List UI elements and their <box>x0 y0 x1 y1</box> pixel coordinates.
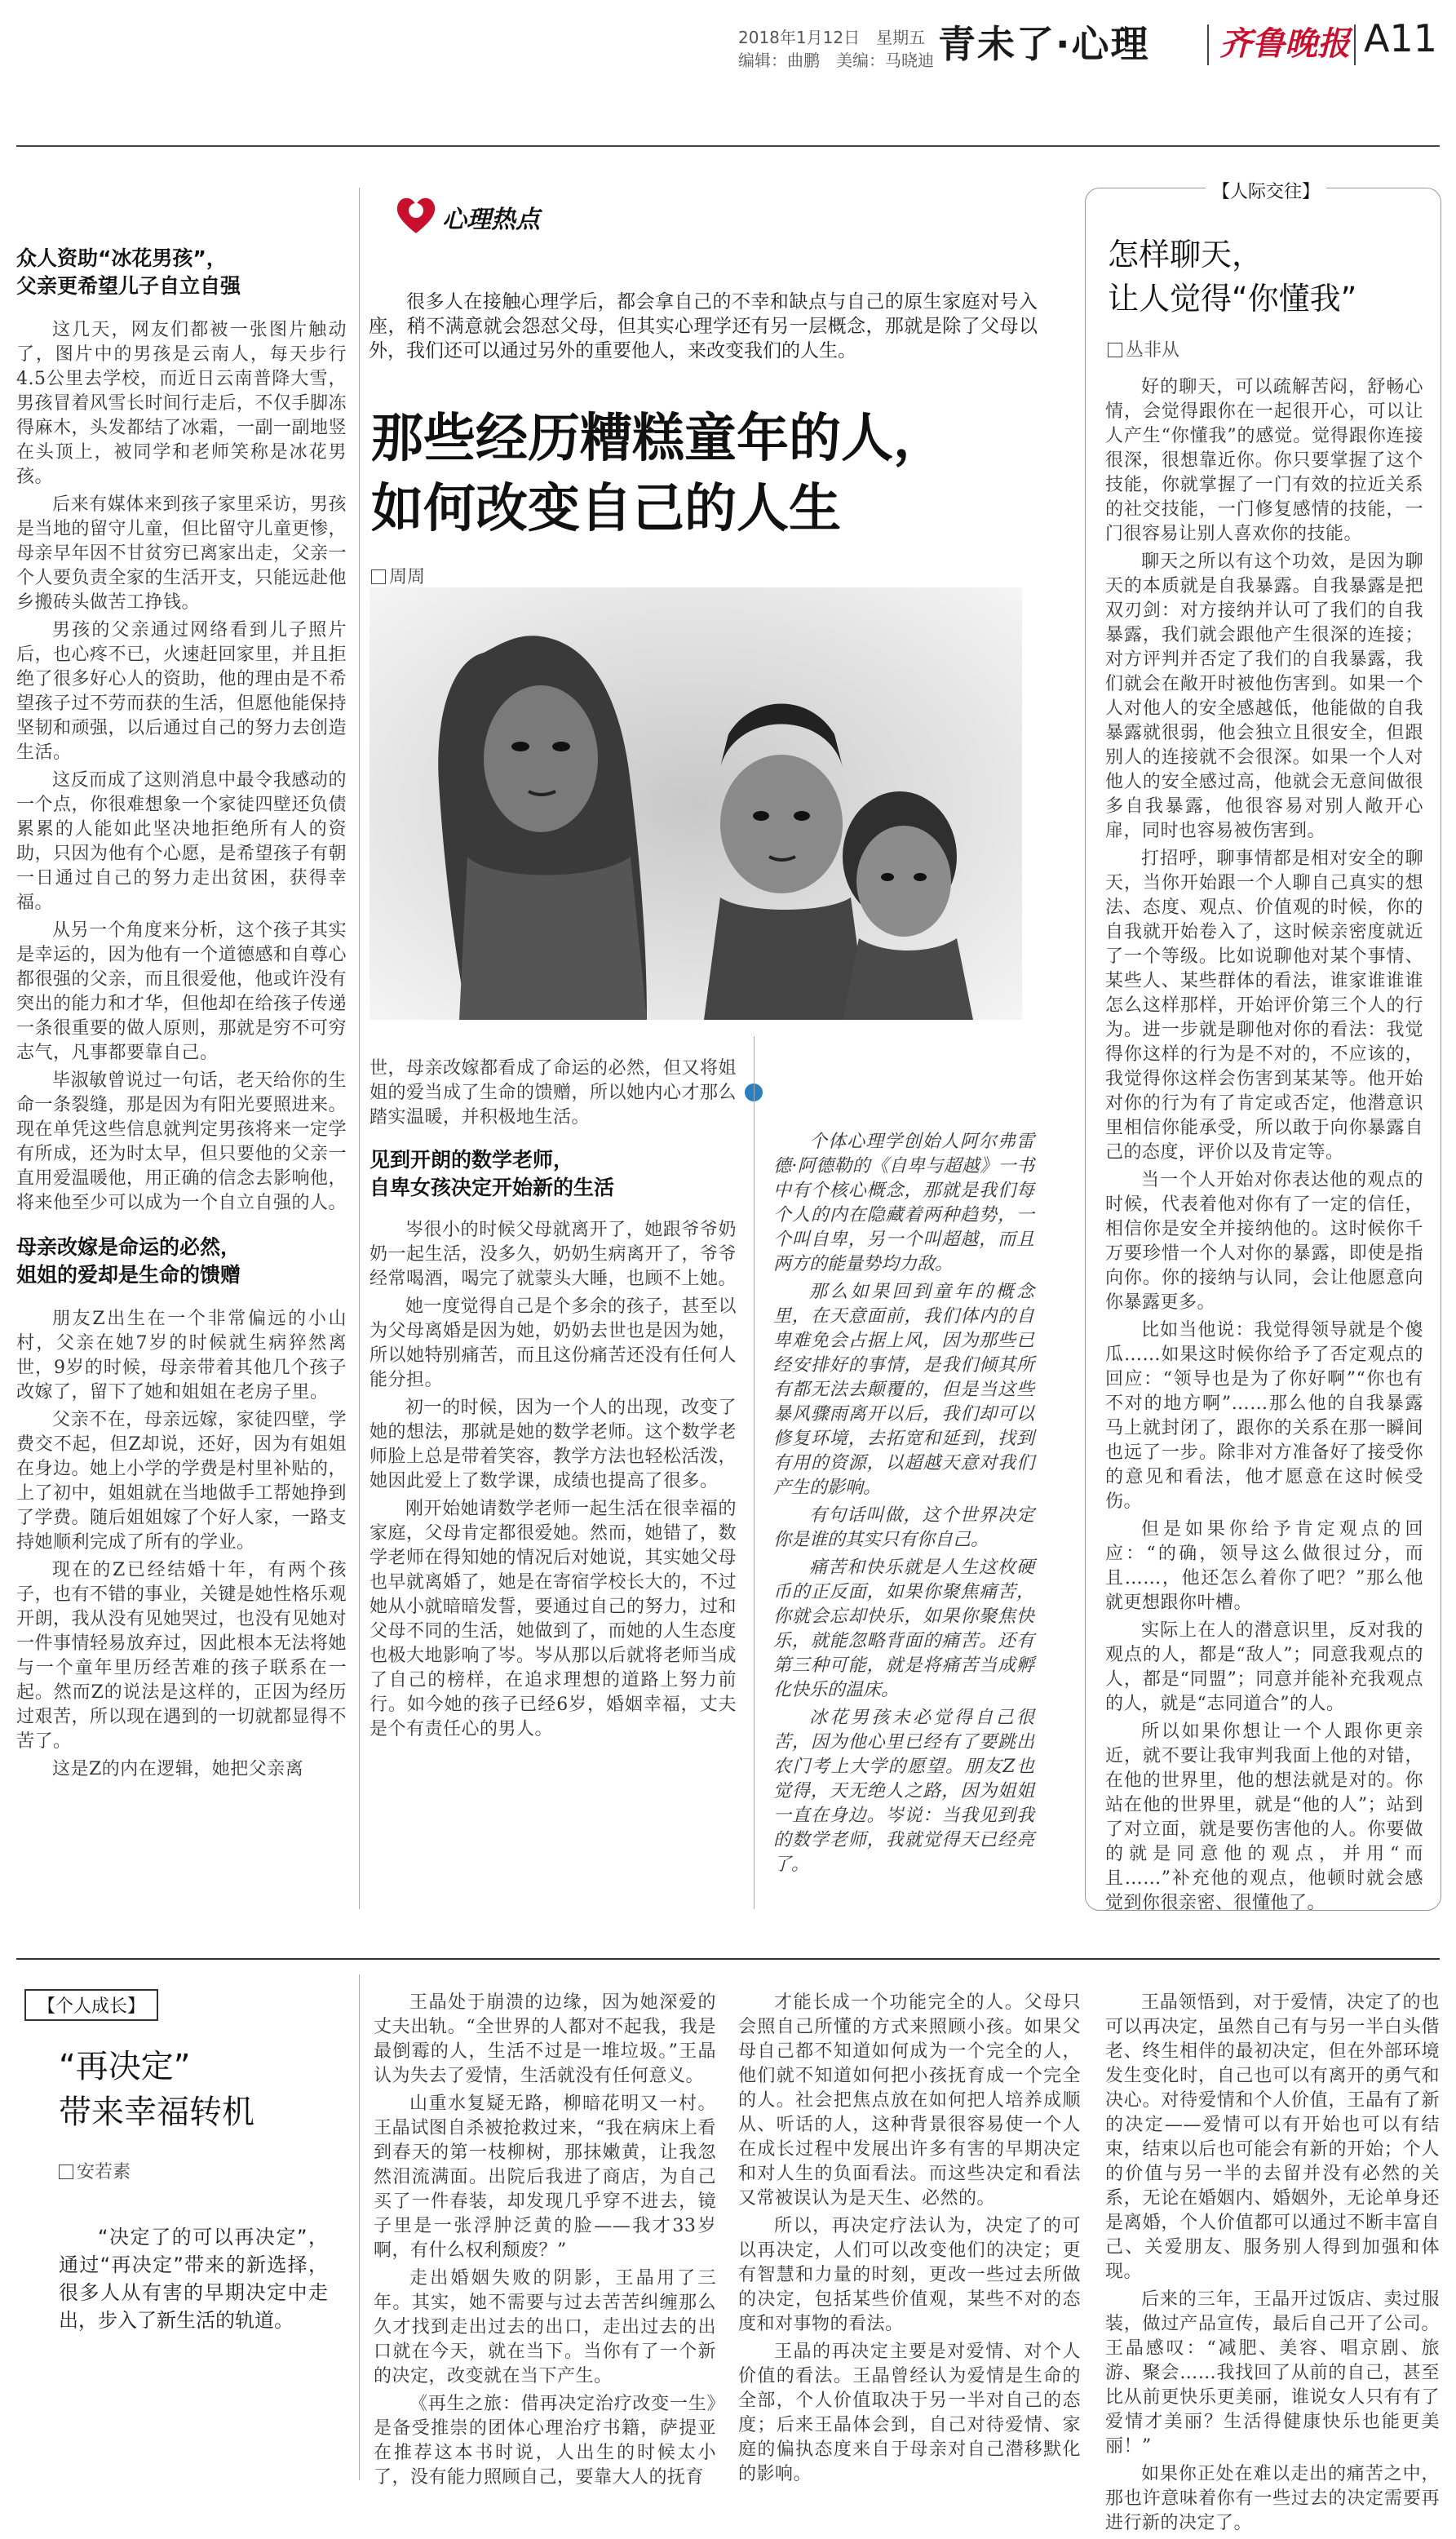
paragraph: 《再生之旅：借再决定治疗改变一生》是备受推崇的团体心理治疗书籍，萨提亚在推荐这本书时说，人出生的时候太小了，没有能力照顾自己，要靠大人的抚育 <box>374 2394 716 2488</box>
column-divider <box>359 188 360 1909</box>
masthead <box>0 0 1456 82</box>
bottom-col-2 <box>738 1991 1081 2490</box>
bottom-tag: 【个人成长】 <box>24 1989 158 2021</box>
feature-intro: 很多人在接触心理学后，都会拿自己的不幸和缺点与自己的原生家庭对号入座，稍不满意就会怨怼父母，但其实心理学还有另一层概念，那就是除了父母以外，我们还可以通过另外的重要他人，来改变我们的人生。 <box>369 291 1038 361</box>
article-subtitle: 母亲改嫁是命运的必然， 姐姐的爱却是生命的馈赠 <box>16 1235 241 1287</box>
feature-author: 周周 <box>371 563 425 588</box>
feature-col-a-body <box>370 1218 737 1742</box>
left-column <box>16 245 347 1785</box>
paragraph: 比如当他说：我觉得领导就是个傻瓜……如果这时候你给予了否定观点的回应：“领导也是为了你好啊”“你也有不对的地方啊”……那么他的自我暴露马上就封闭了，跟你的关系在那一瞬间也远了一步。除非对方准备好了接受你的意见和看法，他才愿意在这时候受伤。 <box>1105 1320 1423 1512</box>
paragraph: 但是如果你给予肯定观点的回应：“的确，领导这么做很过分，而且……，他还怎么着你了吧？”那么他就更想跟你叶槽。 <box>1105 1519 1423 1613</box>
bottom-rule <box>16 1958 1440 1960</box>
feature-photo <box>370 587 1022 1020</box>
feature-badge <box>392 189 587 238</box>
paragraph: 后来的三年，王晶开过饭店、卖过服装，做过产品宣传，最后自己开了公司。王晶感叹：“减肥、美容、唱京剧、旅游、聚会……我找回了从前的自己，甚至比从前更快乐更美丽，谁说女人只有有了爱情才美丽？生活得健康快乐也能更美丽！” <box>1105 2289 1440 2457</box>
paragraph: 才能长成一个功能完全的人。父母只会照自己所懂的方式来照顾小孩。如果父母自己都不知道如何成为一个完全的人，他们就不知道如何把小孩抚育成一个完全的人。社会把焦点放在如何把人培养成顺从、听话的人，这种背景很容易使一个人在成长过程中发展出许多有害的早期决定和对人生的负面看法。而这些决定和看法又常被误认为是天生、必然的。 <box>738 1992 1081 2209</box>
paragraph: 父亲不在，母亲远嫁，家徒四壁，学费交不起，但Z却说，还好，因为有姐姐在身边。她上小学的学费是村里补贴的，上了初中，姐姐就在当地做手工帮她挣到了学费。随后姐姐嫁了个好人家，一路支持她顺利完成了所有的学业。 <box>16 1410 347 1553</box>
paragraph: 刚开始她请数学老师一起生活在很幸福的家庭，父母肯定都很爱她。然而，她错了，数学老师在得知她的情况后对她说，其实她父母也早就离婚了，她是在寄宿学校长大的，不过她从小就暗暗发誓，要通过自己的努力，过和父母不同的生活，她做到了，而她的人生态度也极大地影响了岑。岑从那以后就将老师当成了自己的榜样，在追求理想的道路上努力前行。如今她的孩子已经6岁，婚姻幸福，丈夫是个有责任心的男人。 <box>370 1499 737 1739</box>
paragraph: 初一的时候，因为一个人的出现，改变了她的想法，那就是她的数学老师。这个数学老师脸上总是带着笑容，教学方法也轻松活泼，她因此爱上了数学课，成绩也提高了很多。 <box>370 1398 737 1491</box>
paragraph: 当一个人开始对你表达他的观点的时候，代表着他对你有了一定的信任，相信你是安全并接纳他的。这时候你千万要珍惜一个人对你的暴露，即使是指向你。你的接纳与认同，会让他愿意向你暴露更多。 <box>1105 1170 1423 1313</box>
issue-date: 2018年1月12日 星期五 <box>738 28 926 47</box>
feature-divider <box>754 1036 755 1909</box>
paragraph: 痛苦和快乐就是人生这枚硬币的正反面，如果你聚焦痛苦，你就会忘却快乐，如果你聚焦快乐，就能忽略背面的痛苦。还有第三种可能，就是将痛苦当成孵化快乐的温床。 <box>773 1558 1034 1700</box>
paragraph: 那么如果回到童年的概念里，在天意面前，我们体内的自卑难免会占据上风，因为那些已经安排好的事情，是我们倾其所有都无法去颠覆的，但是当这些暴风骤雨离开以后，我们却可以修复环境，去拓宽和延到，找到有用的资源，以超越天意对我们产生的影响。 <box>773 1282 1034 1498</box>
bottom-lead: “决定了的可以再决定”，通过“再决定”带来的新选择，很多人从有害的早期决定中走出，步入了新生活的轨道。 <box>59 2226 328 2332</box>
paragraph: 打招呼，聊事情都是相对安全的聊天，当你开始跟一个人聊自己真实的想法、态度、观点、价值观的时候，你的自我就开始卷入了，这时候亲密度就近了一个等级。比如说聊他对某个事情、某些人、某些群体的看法，谁家谁谁谁怎么这样那样，开始评价第三个人的行为。进一步就是聊他对你的看法：我觉得你这样的行为是不对的，不应该的，我觉得你这样会伤害到某某等。他开始对你的行为有了肯定或否定，他潜意识里相信你能承受，所以敢于向你暴露自己的态度，评价以及肯定等。 <box>1105 849 1423 1163</box>
paragraph: 这是Z的内在逻辑，她把父亲离 <box>52 1759 304 1779</box>
paragraph: 这几天，网友们都被一张图片触动了，图片中的男孩是云南人，每天步行4.5公里去学校，而近日云南普降大雪，男孩冒着风雪长时间行走后，不仅手脚冻得麻木，头发都结了冰霜，一副一副地竖在头顶上，被同学和老师笑称是冰花男孩。 <box>16 320 347 487</box>
paragraph: 毕淑敏曾说过一句话，老天给你的生命一条裂缝，那是因为有阳光要照进来。现在单凭这些信息就判定男孩将来一定学有所成，还为时太早，但只要他的父亲一直用爱温暖他，用正确的信念去影响他，将来他至少可以成为一个自立自强的人。 <box>16 1070 347 1213</box>
paragraph: 这反而成了这则消息中最令我感动的一个点，你很难想象一个家徒四壁还负债累累的人能如此坚决地拒绝所有人的资助，只因为他有个心愿，是希望孩子有朝一日通过自己的努力走出贫困，获得幸福。 <box>16 770 347 913</box>
paragraph: 走出婚姻失败的阴影，王晶用了三年。其实，她不需要与过去苦苦纠缠那么久才找到走出过去的出口，走出过去的出口就在今天，就在当下。当你有了一个新的决定，改变就在当下产生。 <box>374 2268 716 2386</box>
paragraph: 她一度觉得自己是个多余的孩子，甚至以为父母离婚是因为她，奶奶去世也是因为她，所以她特别痛苦，而且这份痛苦还没有任何人能分担。 <box>370 1296 737 1390</box>
right-tag: 【人际交往】 <box>1206 178 1326 203</box>
section-name: 青未了·心理 <box>938 22 1150 66</box>
heart-icon <box>392 189 440 238</box>
right-author: 丛非从 <box>1108 336 1179 361</box>
paragraph: 实际上在人的潜意识里，反对我的观点的人，都是“敌人”；同意我观点的人，都是“同盟”；同意并能补充我观点的人，就是“志同道合”的人。 <box>1105 1620 1423 1714</box>
paragraph: 如果你正处在难以走出的痛苦之中，那也许意味着你有一些过去的决定需要再进行新的决定了。 <box>1105 2464 1440 2533</box>
editor-credits: 编辑：曲鹏 美编：马晓迪 <box>738 51 934 70</box>
bottom-divider <box>359 1974 360 2480</box>
paragraph: 冰花男孩未必觉得自己很苦，因为他心里已经有了要跳出农门考上大学的愿望。朋友Z也觉得，天无绝人之路，因为姐姐一直在身边。岑说：当我见到我的数学老师，我就觉得天已经亮了。 <box>773 1708 1034 1875</box>
paragraph: 从另一个角度来分析，这个孩子其实是幸运的，因为他有一个道德感和自尊心都很强的父亲，而且很爱他，他或许没有突出的能力和才华，但他却在给孩子传递一条很重要的做人原则，那就是穷不可穷志气，凡事都要靠自己。 <box>16 920 347 1063</box>
paragraph: 好的聊天，可以疏解苦闷，舒畅心情，会觉得跟你在一起很开心，可以让人产生“你懂我”的感觉。觉得跟你连接很深，很想靠近你。你只要掌握了这个技能，你就掌握了一门有效的拉近关系的社交技能，一门修复感情的技能，一门很容易让别人喜欢你的技能。 <box>1105 377 1423 544</box>
bottom-col-3 <box>1105 1991 1440 2539</box>
paragraph: 聊天之所以有这个功效，是因为聊天的本质就是自我暴露。自我暴露是把双刃剑：对方接纳并认可了我们的自我暴露，我们就会跟他产生很深的连接；对方评判并否定了我们的自我暴露，我们就会在敞开时被他伤害到。如果一个人对他人的安全感越低，他能做的自我暴露就很弱，他会独立且很安全，但跟别人的连接就不会很深。如果一个人对他人的安全感过高，他就会无意间做很多自我暴露，他很容易对别人敞开心扉，同时也容易被伤害到。 <box>1105 552 1423 841</box>
paragraph: 男孩的父亲通过网络看到儿子照片后，也心疼不已，火速赶回家里，并且拒绝了很多好心人的资助，他的理由是不希望孩子过不劳而获的生活，但愿他能保持坚韧和顽强，以后通过自己的努力去创造生活。 <box>16 620 347 763</box>
right-title: 怎样聊天， 让人觉得“你懂我” <box>1108 237 1357 317</box>
header-divider <box>1207 24 1209 65</box>
feature-col-a-lead: 世，母亲改嫁都看成了命运的必然，但又将姐姐的爱当成了生命的馈赠，所以她内心才那么踏实温暖，并积极地生活。 <box>370 1058 737 1128</box>
paragraph: 王晶的再决定主要是对爱情、对个人价值的看法。王晶曾经认为爱情是生命的全部，个人价值取决于另一半对自己的态度；后来王晶体会到，自己对待爱情、家庭的偏执态度来自于母亲对自己潜移默化的影响。 <box>738 2342 1081 2484</box>
paragraph: 王晶领悟到，对于爱情，决定了的也可以再决定，虽然自己有与另一半白头偕老、终生相伴的最初决定，但在外部环境发生变化时，自己也可以有离开的勇气和决心。对待爱情和个人价值，王晶有了新的决定——爱情可以有开始也可以有结束，结束以后也可能会有新的开始；个人的价值与另一半的去留并没有必然的关系，无论在婚姻内、婚姻外，无论单身还是离婚，个人价值都可以通过不断丰富自己、关爱朋友、服务别人得到加强和体现。 <box>1105 1992 1440 2282</box>
bottom-col-1 <box>374 1991 716 2493</box>
paragraph: 个体心理学创始人阿尔弗雷德·阿德勒的《自卑与超越》一书中有个核心概念，那就是我们每个人的内在隐藏着两种趋势，一个叫自卑，另一个叫超越，而且两方的能量势均力敌。 <box>773 1132 1034 1274</box>
paragraph: 王晶处于崩溃的边缘，因为她深爱的丈夫出轨。“全世界的人都对不起我，我是最倒霉的人，生活不过是一堆垃圾。”王晶认为失去了爱情，生活就没有任何意义。 <box>374 1992 716 2086</box>
feature-headline: 那些经历糟糕童年的人， 如何改变自己的人生 <box>371 409 945 539</box>
paragraph: 山重水复疑无路，柳暗花明又一村。王晶试图自杀被抢救过来，“我在病床上看到春天的第一枝柳树，那抹嫩黄，让我忽然泪流满面。出院后我进了商店，为自己买了一件春装，却发现几乎穿不进去，镜子里是一张浮肿泛黄的脸——我才33岁啊，有什么权利颓废？” <box>374 2094 716 2261</box>
header-divider-2 <box>1354 24 1356 65</box>
paragraph: 现在的Z已经结婚十年，有两个孩子，也有不错的事业，关键是她性格乐观开朗，我从没有见她哭过，也没有见她对一件事情轻易放弃过，因此根本无法将她与一个童年里历经苦难的孩子联系在一起。然而Z的说法是这样的，正因为经历过艰苦，所以现在遇到的一切就都显得不苦了。 <box>16 1560 347 1752</box>
paragraph: 所以，再决定疗法认为，决定了的可以再决定，人们可以改变他们的决定；更有智慧和力量的时刻，更改一些过去所做的决定，包括某些价值观，某些不对的态度和对事物的看法。 <box>738 2216 1081 2334</box>
header-rule <box>16 145 1440 147</box>
paragraph: 所以如果你想让一个人跟你更亲近，就不要让我审判我面上他的对错，在他的世界里，他的想法就是对的。你站在他的世界里，就是“他的人”；站到了对立面，就是要伤害他的人。你要做的就是同意他的观点，并用“而且……”补充他的观点，他顿时就会感觉到你很亲密、很懂他了。 <box>1105 1721 1423 1913</box>
right-body <box>1105 375 1423 1919</box>
children-photo-image <box>370 587 1022 1020</box>
article-title: 众人资助“冰花男孩”， 父亲更希望儿子自立自强 <box>16 246 241 298</box>
paragraph: 朋友Z出生在一个非常偏远的小山村，父亲在她7岁的时候就生病猝然离世，9岁的时候，母亲带着其他几个孩子改嫁了，留下了她和姐姐在老房子里。 <box>16 1309 347 1402</box>
bottom-title: “再决定” 带来幸福转机 <box>59 2048 254 2131</box>
feature-subhead: 见到开朗的数学老师， 自卑女孩决定开始新的生活 <box>370 1148 615 1199</box>
badge-label: 心理热点 <box>442 206 540 234</box>
bottom-author: 安若素 <box>59 2158 131 2183</box>
article-body-2 <box>16 1307 347 1782</box>
paragraph: 后来有媒体来到孩子家里采访，男孩是当地的留守儿童，但比留守儿童更惨，母亲早年因不甘贫穷已离家出走，父亲一个人要负责全家的生活开支，只能远赴他乡搬砖头做苦工挣钱。 <box>16 494 347 613</box>
article-body <box>16 318 347 1216</box>
feature-col-b <box>773 1130 1034 1881</box>
page-number: A11 <box>1364 16 1438 60</box>
feature-col-a <box>370 1057 737 1745</box>
paper-logo: 齐鲁晚报 <box>1219 24 1350 63</box>
paragraph: 岑很小的时候父母就离开了，她跟爷爷奶奶一起生活，没多久，奶奶生病离开了，爷爷经常喝酒，喝完了就蒙头大睡，也顾不上她。 <box>370 1220 737 1289</box>
paragraph: 有句话叫做，这个世界决定你是谁的其实只有你自己。 <box>773 1505 1034 1550</box>
